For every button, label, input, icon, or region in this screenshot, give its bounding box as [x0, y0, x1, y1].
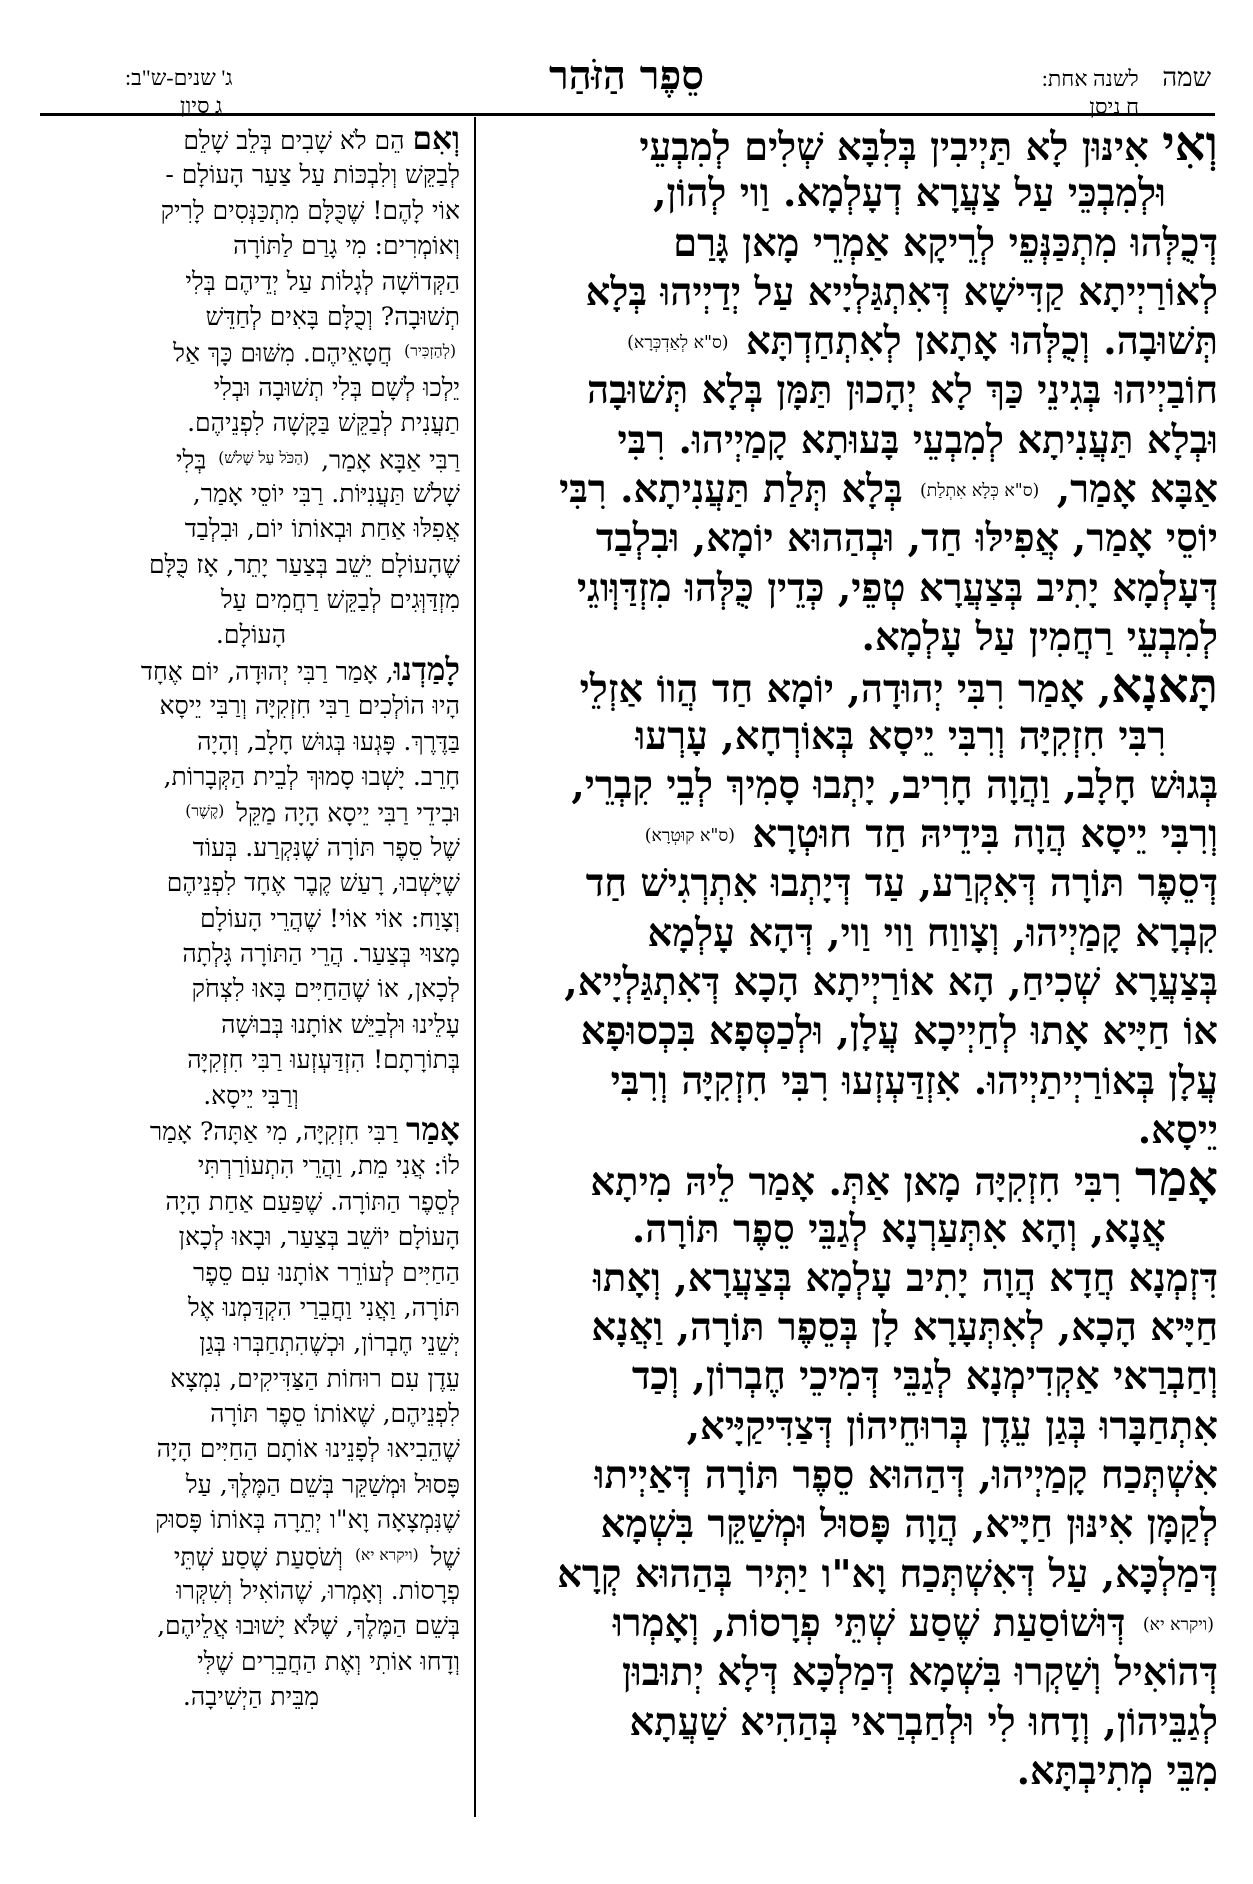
line-text: לְבַקֵּשׁ וְלִבְכּוֹת עַל צַעַר הָעוֹלָם - [165, 160, 460, 190]
hebrew-translation-column [42, 122, 460, 1715]
hebrew-line [42, 1679, 460, 1714]
aramaic-line [483, 761, 1218, 810]
line-text: אִשְׁתְּכַח קָמַיְיהוּ, דְּהַהוּא סֵפֶר תּוֹרָה דְּאַיְיתוּ [594, 1453, 1218, 1499]
line-text: הֵם לֹא שָׁבִים בְּלֵב שָׁלֵם [183, 126, 413, 155]
hebrew-line [42, 1538, 460, 1573]
hebrew-line [42, 901, 460, 936]
line-text: הַקְּדוֹשָׁה לְגָלוֹת עַל יְדֵיהֶם בְּלִי [185, 266, 460, 296]
line-text: וּבִידֵי רַבִּי יֵיסָא הָיָה מַקֵּל [236, 798, 460, 828]
line-text: וְשֹׁסַעַת שֶׁסַע שְׁתֵּי [173, 1542, 344, 1572]
aramaic-line [483, 1106, 1218, 1155]
aramaic-line [483, 1698, 1218, 1747]
aramaic-line [483, 1254, 1218, 1303]
line-text: חוֹבַיְיהוּ בְּגִינֵי כַּךְ לָא יְהָכוּן תַּמָּן בְּלָא תְּשׁוּבָה [586, 368, 1218, 414]
variant-note: (ס"א קוּטְרָא) [644, 826, 735, 847]
aramaic-line [483, 416, 1218, 465]
hebrew-line [42, 794, 460, 829]
line-text: רַבִּי חִזְקִיָּה, מִי אַתָּה? אָמַר [149, 1116, 407, 1146]
hebrew-line [42, 193, 460, 228]
line-text: מִבֵּית הַיְשִׁיבָה. [182, 1682, 320, 1712]
line-text: מִבֵּי מְתִיבְתָּא. [1016, 1748, 1218, 1794]
aramaic-line [483, 366, 1218, 415]
line-text: מָצוּי בְּצַעַר. הֲרֵי הַתּוֹרָה גָּלְתָה [182, 938, 460, 968]
variant-note: (ס"א כְּלָא אִתְלַת) [920, 481, 1040, 502]
opening-word: וְאִם [412, 121, 460, 157]
line-text: אוֹי לָהֶם! שֶׁכֻּלָּם מִתְכַּנְּסִים לָרִיק [160, 195, 460, 225]
line-text: פָּסוּל וּמְשַׁקֵּר בְּשֵׁם הַמֶּלֶךְ, עַל [185, 1469, 460, 1499]
aramaic-line [483, 859, 1218, 908]
aramaic-line [483, 465, 1218, 514]
hebrew-line [42, 264, 460, 299]
line-text: חַיָּיא הָכָא, לְאִתְּעָרָא לָן בְּסֵפֶר תּוֹרָה, וַאֲנָא [591, 1305, 1218, 1351]
line-text: שֶׁהָעוֹלָם יֵשֵׁב בְּצַעַר יָתֵר, אָז כֻּלָּם [148, 549, 460, 579]
aramaic-line [483, 514, 1218, 563]
line-text: וְרַבִּי יֵיסָא. [203, 1080, 299, 1110]
opening-word: אָמַר [406, 1111, 460, 1148]
line-text: בַּדֶּרֶךְ. פָּגְעוּ בְּגוּשׁ חָלָב, וְהָיָה [197, 726, 460, 756]
hebrew-line [42, 1007, 460, 1042]
line-text: שָׁלֹשׁ תַּעֲנִיּוֹת. רַבִּי יוֹסֵי אָמַר, [192, 478, 460, 508]
line-text: אִינּוּן לָא תַּיְיבִין בְּלִבָּא שְׁלִים לְמִבְעֵי [639, 125, 1163, 170]
line-text: יְשֵׁנֵי חֶבְרוֹן, וּכְשֶׁהִתְחַבְּרוּ בְּגַן [199, 1328, 460, 1358]
line-text: וּלְמִבְכֵּי עַל צַעֲרָא דְעָלְמָא. וַוי לְהוֹן, [653, 171, 1166, 217]
line-text: לְאוֹרַיְיתָא קַדִּישָׁא דְּאִתְגַּלְיָיא עַל יְדַיְיהוּ בְּלָא [585, 269, 1218, 315]
line-text: יוֹסֵי אָמַר, אֲפִילּוּ חַד, וּבְהַהוּא יוֹמָא, וּבִלְבַד [595, 516, 1218, 562]
hebrew-line [42, 724, 460, 759]
line-text: וּבְלָא תַּעֲנִיתָא לְמִבְעֵי בָּעוּתָא קָמַיְיהוּ. רִבִּי [617, 417, 1218, 463]
aramaic-text-column [483, 116, 1218, 1796]
line-text: לִפְנֵיהֶם, שֶׁאוֹתוֹ סֵפֶר תּוֹרָה [210, 1399, 460, 1429]
line-text: אוֹ חַיָּיא אָתוּ לְחַיְיכָא עֲלָן, וּלְכַסְּפָא בִּכְסוּפָא [580, 1009, 1218, 1055]
aramaic-line [483, 1648, 1218, 1697]
hebrew-line [42, 1467, 460, 1502]
line-text: לְסֵפֶר הַתּוֹרָה. שֶׁפַּעַם אַחַת הָיָה [165, 1186, 460, 1216]
aramaic-line [483, 613, 1218, 662]
line-text: וְאוֹמְרִים: מִי גָרַם לַתּוֹרָה [233, 231, 460, 261]
hebrew-line [42, 688, 460, 723]
hebrew-line [42, 830, 460, 865]
line-text: בְּתוֹרָתָם! הִזְדַּעְזְעוּ רַבִּי חִזְקִיָּה [187, 1045, 460, 1075]
hebrew-line [42, 334, 460, 369]
hebrew-line [42, 157, 460, 192]
hebrew-line [42, 1396, 460, 1431]
line-text: שֶׁל סֵפֶר תּוֹרָה שֶׁנִּקְרַע. בְּעוֹד [192, 832, 460, 862]
line-text: בְּשֵׁם הַמֶּלֶךְ, שֶׁלֹּא יָשׁוּבוּ אֲלֵיהֶם, [157, 1611, 460, 1641]
variant-note: (ס"א לְאַדְכְּרָא) [627, 333, 729, 354]
line-text: רִבִּי חִזְקִיָּה מָאן אַתְּ. אָמַר לֵיהּ מִיתָא [590, 1160, 1135, 1206]
date-left: ג סיון [180, 93, 223, 118]
line-text: קִבְרָא קָמַיְיהוּ, וְצָווַח וַוי וַוי, דְּהָא עָלְמָא [647, 910, 1218, 956]
line-text: יֵיסָא. [1137, 1107, 1218, 1153]
hebrew-line [42, 1502, 460, 1537]
line-text: אֲנָא, וְהָא אִתְּעַרְנָא לְגַבֵּי סֵפֶר תּוֹרָה. [631, 1206, 1166, 1252]
opening-word: לָמַדְנוּ [393, 651, 460, 688]
line-text: עָלֵינוּ וּלְבַיֵּשׁ אוֹתָנוּ בְּבוּשָׁה [221, 1009, 460, 1039]
line-text: בְּגוּשׁ חָלָב, וַהֲוָה חָרִיב, יָתְבוּ סָמִיךְ לְבֵי קִבְרֵי, [571, 762, 1218, 808]
aramaic-line [483, 219, 1218, 268]
aramaic-line [483, 317, 1218, 366]
schedule-label-right: לשנה אחת: [1041, 66, 1139, 91]
aramaic-line [483, 1599, 1218, 1648]
book-title: סֵפֶר הַזֹּהַר [549, 52, 704, 99]
line-text: וְדָחוּ אוֹתִי וְאֶת הַחֲבֵרִים שֶׁלִּי [197, 1646, 460, 1676]
aramaic-line [483, 1550, 1218, 1599]
line-text: חָרֵב. יָשְׁבוּ סָמוּךְ לְבֵית הַקְּבָרוֹת, [163, 762, 460, 792]
hebrew-line [42, 653, 460, 688]
hebrew-line [42, 1325, 460, 1360]
hebrew-line [42, 759, 460, 794]
hebrew-line [42, 971, 460, 1006]
header-rule [40, 113, 1215, 116]
hebrew-line [42, 617, 460, 652]
aramaic-line [483, 909, 1218, 958]
parasha-label: שמה [1162, 63, 1211, 92]
hebrew-line [42, 865, 460, 900]
hebrew-line [42, 476, 460, 511]
aramaic-line [483, 169, 1218, 218]
aramaic-line [483, 658, 1218, 715]
hebrew-line [42, 1042, 460, 1077]
aramaic-line [483, 712, 1218, 761]
line-text: הָעוֹלָם. [215, 620, 287, 650]
line-text: תּוֹרָה, וַאֲנִי וַחֲבֵרַי הִקְדַּמְנוּ אֶל [187, 1292, 460, 1322]
line-text: וְחַבְרַאי אַקְדִימְנָא לְגַבֵּי דְּמִיכֵי חֶבְרוֹן, וְכַד [631, 1354, 1218, 1400]
line-text: יֵלְכוּ לְשָׁם בְּלִי תְשׁוּבָה וּבְלִי [213, 372, 460, 402]
aramaic-line [483, 1151, 1218, 1208]
hebrew-line [42, 299, 460, 334]
line-text: הָעוֹלָם יוֹשֵׁב בְּצַעַר, וּבָאוּ לְכָאן [178, 1222, 460, 1252]
line-text: וְצָוַח: אוֹי אוֹי! שֶׁהֲרֵי הָעוֹלָם [200, 903, 460, 933]
hebrew-line [42, 1644, 460, 1679]
hebrew-line [42, 1361, 460, 1396]
hebrew-line [42, 1113, 460, 1148]
aramaic-line [483, 1500, 1218, 1549]
line-text: לְגַבֵּיהוֹן, וְדָחוּ לִי וּלְחַבְרַאי בְּהַהִיא שַׁעֲתָא [629, 1699, 1218, 1745]
hebrew-line [42, 936, 460, 971]
hebrew-line [42, 1255, 460, 1290]
line-text: דְּמַלְכָּא, עַל דְּאִשְׁתְּכַח וָא"ו יַתִּיר בְּהַהוּא קְרָא [557, 1551, 1218, 1597]
line-text: וְרִבִּי יֵיסָא הֲוָה בִּידֵיהּ חַד חוּטְרָא [752, 812, 1218, 858]
line-text: הָיוּ הוֹלְכִים רַבִּי חִזְקִיָּה וְרַבִּי יֵיסָא [159, 691, 460, 721]
date-right: ח ניסן [1089, 94, 1139, 119]
line-text: דִּזְמְנָא חֲדָא הֲוָה יָתִיב עָלְמָא בְּצַעֲרָא, וְאָתוּ [593, 1255, 1218, 1301]
aramaic-line [483, 1057, 1218, 1106]
hebrew-line [42, 441, 460, 476]
line-text: לְכָאן, אוֹ שֶׁהַחַיִּים בָּאוּ לִצְחֹק [191, 974, 460, 1004]
hebrew-line [42, 1219, 460, 1254]
aramaic-line [483, 810, 1218, 859]
line-text: תְשׁוּבָה? וְכֻלָּם בָּאִים לְחַדֵּשׁ [205, 301, 460, 331]
schedule-label-left: ג' שנים-ש"ב: [125, 65, 233, 90]
aramaic-line [483, 564, 1218, 613]
variant-note: (לְהַזְכִּיר) [404, 342, 456, 361]
hebrew-line [42, 547, 460, 582]
line-text: אַבָּא אָמַר, [1056, 467, 1218, 513]
aramaic-line [483, 1303, 1218, 1352]
hebrew-line [42, 1184, 460, 1219]
hebrew-line [42, 1608, 460, 1643]
line-text: דְּעָלְמָא יָתִיב בְּצַעֲרָא טְפֵי, כְּדֵין כֻּלְּהוּ מִזְדַּוְּוגֵי [577, 565, 1218, 611]
line-text: שֶׁנִּמְצָאָה וָא"ו יְתֵרָה בְּאוֹתוֹ פָּסוּק [155, 1505, 460, 1535]
aramaic-line [483, 1402, 1218, 1451]
aramaic-line [483, 268, 1218, 317]
line-text: רַבִּי אַבָּא אָמַר, [321, 444, 460, 474]
opening-word: וְאִי [1162, 116, 1218, 172]
line-text: פְרָסוֹת. וְאָמְרוּ, שֶׁהוֹאִיל וְשִׁקְּרוּ [176, 1576, 460, 1606]
line-text: מִזְדַּוְּגִים לְבַקֵּשׁ רַחֲמִים עַל [220, 585, 460, 615]
line-text: דְּוּשׁוֹסַעַת שֶׁסַע שְׁתֵּי פְרָסוֹת, וְאָמְרוּ [612, 1600, 1126, 1646]
line-text: חֲטָאֵיהֶם. מִשּׁוּם כָּךְ אַל [173, 338, 393, 368]
variant-note: (ויקרא יא) [355, 1545, 419, 1564]
line-text: לְקַמָּן אִינּוּן חַיָּיא, הֲוָה פָּסוּל וּמְשַׁקֵּר בִּשְׁמָא [600, 1502, 1218, 1548]
line-text: עֵדֶן עִם רוּחוֹת הַצַּדִּיקִים, נִמְצָא [170, 1363, 460, 1393]
line-text: אִתְחַבָּרוּ בְּגַן עֵדֶן בְּרוּחֵיהוֹן דְּצַדִּיקַיָּיא, [686, 1403, 1218, 1449]
line-text: דְּסֵפֶר תּוֹרָה דְּאִקְרַע, עַד דְּיָתְבוּ אִתְרְגִישׁ חַד [585, 861, 1218, 907]
line-text: , אָמַר רַבִּי יְהוּדָה, יוֹם אֶחָד [140, 656, 394, 686]
line-text: בְּלָא תְּלַת תַּעֲנִיתָא. רִבִּי [559, 467, 903, 513]
line-text: אֲפִלּוּ אַחַת וּבְאוֹתוֹ יוֹם, וּבִלְבַד [184, 514, 460, 544]
column-divider [474, 117, 476, 1817]
variant-note: (ויקרא יא) [1142, 1614, 1214, 1635]
line-text: רִבִּי חִזְקִיָּה וְרִבִּי יֵיסָא בְּאוֹרְחָא, עָרְעוּ [635, 713, 1166, 759]
header-left [125, 64, 233, 120]
opening-word: תָּאנָא [1111, 658, 1218, 715]
hebrew-line [42, 370, 460, 405]
line-text: שֶׁהֵבִיאוּ לְפָנֵינוּ אוֹתָם הַחַיִּים הָיָה [156, 1434, 460, 1464]
line-text: שֶׁל [430, 1542, 460, 1572]
line-text: תְּשׁוּבָה. וְכֻלְּהוּ אָתָאן לְאִתְחַדְתָּא [745, 319, 1218, 365]
opening-word: אָמַר [1134, 1151, 1218, 1208]
line-text: דְּכֻלְּהוּ מִתְכַּנְּפֵי לְרֵיקָא אַמְרֵי מָאן גָּרַם [673, 220, 1218, 266]
hebrew-line [42, 1573, 460, 1608]
hebrew-line [42, 1290, 460, 1325]
hebrew-line [42, 1431, 460, 1466]
hebrew-line [42, 1078, 460, 1113]
line-text: בְּלִי [175, 444, 207, 474]
aramaic-line [483, 1007, 1218, 1056]
aramaic-line [483, 958, 1218, 1007]
hebrew-line [42, 511, 460, 546]
hebrew-line [42, 582, 460, 617]
hebrew-line [42, 405, 460, 440]
hebrew-line [42, 1148, 460, 1183]
variant-note: (קֶשֶׁר) [185, 802, 225, 821]
line-text: לוֹ: אֲנִי מֵת, וַהֲרֵי הִתְעוֹרַרְתִּי [197, 1151, 460, 1181]
aramaic-line [483, 1352, 1218, 1401]
line-text: עֲלָן בְּאוֹרַיְיתַיְיהוּ. אִזְדַּעְזְעוּ רִבִּי חִזְקִיָּה וְרִבִּי [610, 1058, 1218, 1104]
line-text: , אָמַר רִבִּי יְהוּדָה, יוֹמָא חַד הֲווֹ אַזְלֵי [579, 667, 1112, 713]
aramaic-line [483, 1451, 1218, 1500]
aramaic-line [483, 1747, 1218, 1796]
line-text: בְּצַעֲרָא שְׁכִיחַ, הָא אוֹרַיְיתָא הָכָא דְּאִתְגַּלְיָיא, [564, 960, 1218, 1006]
line-text: הַחַיִּים לְעוֹרֵר אוֹתָנוּ עִם סֵפֶר [193, 1257, 460, 1287]
line-text: שֶׁיָּשְׁבוּ, רָעַשׁ קֶבֶר אֶחָד לִפְנֵיהֶם [166, 868, 460, 898]
line-text: דְּהוֹאִיל וְשַׁקְרוּ בִּשְׁמָא דְּמַלְכָּא דְּלָא יְתוּבוּן [622, 1650, 1218, 1696]
variant-note: (הַכֹּל עַל שָׁלֹשׁ) [218, 448, 310, 467]
aramaic-line [483, 116, 1218, 172]
aramaic-line [483, 1205, 1218, 1254]
hebrew-line [42, 228, 460, 263]
line-text: לְמִבְעֵי רַחֲמִין עַל עָלְמָא. [861, 614, 1218, 660]
hebrew-line [42, 122, 460, 157]
line-text: תַעֲנִית לְבַקֵּשׁ בַּקָּשָׁה לִפְנֵיהֶם. [187, 408, 460, 438]
